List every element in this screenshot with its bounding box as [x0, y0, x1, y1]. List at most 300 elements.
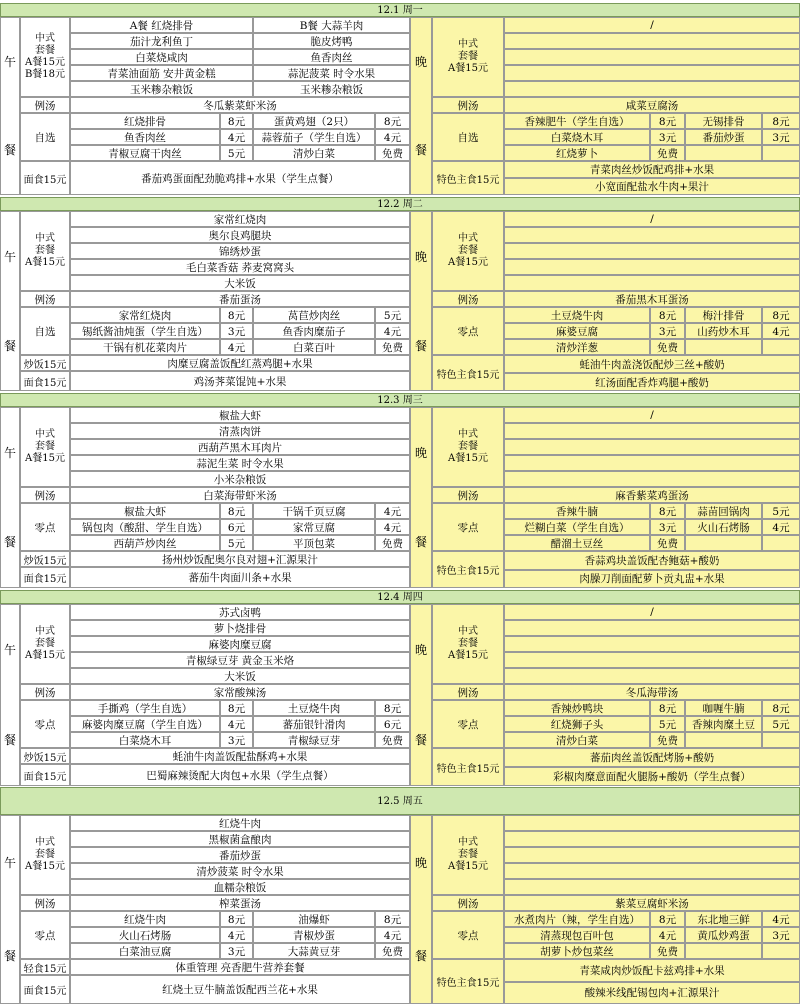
lunch-soup-label: 例汤: [20, 291, 70, 307]
set-label-line: 中式: [35, 837, 55, 848]
set-label-line: A餐15元: [448, 453, 488, 464]
lunch-extra-item: 扬州炒饭配奥尔良对翅+汇源果汁: [70, 551, 410, 567]
lunch-side-top: 午: [3, 445, 16, 460]
lunch-select-cell: 8元: [220, 307, 253, 323]
lunch-extra-label: 炒饭15元: [20, 748, 70, 764]
dinner-select-cell: 8元: [762, 700, 800, 716]
dinner-special-item: 红汤面配香炸鸡腿+酸奶: [504, 373, 800, 391]
dinner-soup: 冬瓜海带汤: [504, 684, 800, 700]
dinner-set-label: [432, 17, 504, 97]
lunch-select-cell: 蕃茄银针滑肉: [253, 716, 375, 732]
lunch-set-item: 锦绣炒蛋: [70, 243, 410, 259]
set-label-line: 套餐: [458, 245, 478, 256]
dinner-select-cell: 免费: [650, 145, 685, 161]
dinner-special-label: 特色主食15元: [432, 161, 504, 195]
lunch-select-cell: 干锅有机花菜肉片: [70, 339, 220, 355]
lunch-set-item-a: 青菜油面筋 安井黄金糕: [70, 65, 253, 81]
lunch-set-item: 红烧牛肉: [70, 815, 410, 831]
dinner-select-cell: 水煮肉片（辣，学生自选）: [504, 911, 650, 927]
lunch-set-item: 黑椒菌盒酿肉: [70, 831, 410, 847]
lunch-select-cell: 红烧排骨: [70, 113, 220, 129]
dinner-side-label: [410, 815, 432, 1004]
lunch-select-cell: 白菜烧木耳: [70, 732, 220, 748]
lunch-soup-label: 例汤: [20, 684, 70, 700]
lunch-set-item-b: 鱼香肉丝: [253, 49, 410, 65]
dinner-select-cell: 红烧狮子头: [504, 716, 650, 732]
set-label-line: 套餐: [35, 245, 55, 256]
lunch-select-cell: 免费: [375, 943, 410, 959]
dinner-select-cell: 黄瓜炒鸡蛋: [685, 927, 762, 943]
lunch-side-top: 午: [3, 643, 16, 657]
dinner-select-cell: [685, 732, 762, 748]
dinner-select-cell: 香辣肉糜土豆: [685, 716, 762, 732]
dinner-soup-label: 例汤: [432, 895, 504, 911]
lunch-section: [0, 17, 410, 195]
lunch-section: [0, 815, 410, 1004]
day-header: 12.5 周五: [0, 787, 800, 815]
dinner-select-cell: 红烧萝卜: [504, 145, 650, 161]
dinner-special-label: 特色主食15元: [432, 551, 504, 588]
lunch-extra-item: 鸡汤荠菜馄饨+水果: [70, 371, 410, 391]
lunch-extra-item: 红烧土豆牛腩盖饭配西兰花+水果: [70, 975, 410, 1004]
lunch-soup: 白菜海带虾米汤: [70, 487, 410, 503]
dinner-select-cell: 8元: [762, 113, 800, 129]
dinner-select-cell: 3元: [650, 519, 685, 535]
lunch-select-cell: 3元: [220, 323, 253, 339]
lunch-side-bottom: 餐: [3, 143, 16, 157]
dinner-special-item: 肉臊刀削面配萝卜贡丸盅+水果: [504, 570, 800, 589]
dinner-select-cell: 免费: [650, 732, 685, 748]
dinner-select-cell: 醋溜土豆丝: [504, 535, 650, 551]
lunch-extra-item: 巴蜀麻辣烫配大肉包+水果（学生点餐）: [70, 764, 410, 786]
set-label-line: 中式: [35, 33, 55, 44]
dinner-side-top: 晚: [414, 855, 427, 870]
lunch-set-label: [20, 407, 70, 487]
lunch-side-top: 午: [3, 855, 16, 870]
dinner-side-top: 晚: [414, 643, 427, 657]
lunch-select-cell: 4元: [220, 339, 253, 355]
lunch-select-cell: 4元: [375, 927, 410, 943]
set-label-line: A餐15元: [448, 63, 488, 74]
set-label-line: A餐15元: [25, 257, 65, 268]
lunch-set-item: 番茄炒蛋: [70, 847, 410, 863]
dinner-set-item: /: [504, 407, 800, 423]
dinner-select-cell: 香辣炒鸭块: [504, 700, 650, 716]
lunch-soup: 家常酸辣汤: [70, 684, 410, 700]
dinner-special-item: 小宽面配盐水牛肉+果汁: [504, 178, 800, 195]
dinner-select-cell: 3元: [650, 129, 685, 145]
lunch-set-item: 西葫芦黑木耳肉片: [70, 439, 410, 455]
dinner-side-bottom: 餐: [414, 143, 427, 157]
dinner-section: [410, 815, 800, 1004]
lunch-set-label: [20, 17, 70, 97]
dinner-set-item: [504, 33, 800, 49]
set-label-line: 中式: [458, 626, 478, 637]
dinner-select-cell: 4元: [650, 927, 685, 943]
dinner-side-bottom: 餐: [414, 733, 427, 747]
lunch-set-item-a: 玉米糁杂粮饭: [70, 81, 253, 97]
lunch-extra-label: 炒饭15元: [20, 355, 70, 371]
lunch-select-cell: 家常红烧肉: [70, 307, 220, 323]
dinner-select-cell: 8元: [650, 113, 685, 129]
dinner-select-cell: [685, 535, 762, 551]
lunch-set-label: [20, 815, 70, 895]
lunch-extra-label: 轻食15元: [20, 959, 70, 975]
lunch-set-item: 萝卜烧排骨: [70, 620, 410, 636]
dinner-section: [410, 211, 800, 391]
dinner-select-cell: 3元: [762, 927, 800, 943]
day-header: 12.1 周一: [0, 3, 800, 17]
lunch-soup-label: 例汤: [20, 895, 70, 911]
dinner-select-cell: [685, 339, 762, 355]
dinner-select-cell: [762, 145, 800, 161]
lunch-select-cell: 家常豆腐: [253, 519, 375, 535]
dinner-side-label: [410, 604, 432, 786]
lunch-select-label: 自选: [20, 113, 70, 161]
dinner-select-label: 零点: [432, 503, 504, 551]
dinner-select-cell: 蒜苗回锅肉: [685, 503, 762, 519]
lunch-extra-label: 面食15元: [20, 975, 70, 1004]
dinner-select-label: 零点: [432, 911, 504, 959]
dinner-side-label: [410, 407, 432, 588]
lunch-select-cell: 5元: [220, 145, 253, 161]
lunch-side-top: 午: [3, 55, 16, 69]
lunch-select-cell: 6元: [220, 519, 253, 535]
lunch-set-item: 大米饭: [70, 668, 410, 684]
set-label-line: A餐15元: [448, 257, 488, 268]
lunch-set-item: 清蒸肉饼: [70, 423, 410, 439]
lunch-set-item-a: 白菜烧咸肉: [70, 49, 253, 65]
dinner-select-cell: [685, 943, 762, 959]
lunch-select-cell: 6元: [375, 716, 410, 732]
lunch-select-label: 自选: [20, 307, 70, 355]
lunch-select-cell: 5元: [375, 307, 410, 323]
lunch-side-bottom: 餐: [3, 338, 16, 353]
lunch-set-item-a: 茄汁龙利鱼丁: [70, 33, 253, 49]
lunch-select-cell: 清炒白菜: [253, 145, 375, 161]
lunch-side-bottom: 餐: [3, 949, 16, 964]
set-label-line: A餐15元: [448, 861, 488, 872]
dinner-select-label: 自选: [432, 113, 504, 161]
lunch-set-item-b: B餐 大蒜羊肉: [253, 17, 410, 33]
lunch-select-cell: 3元: [220, 943, 253, 959]
dinner-select-cell: 清蒸现包百叶包: [504, 927, 650, 943]
lunch-section: [0, 604, 410, 786]
lunch-select-label: 零点: [20, 503, 70, 551]
lunch-select-cell: 油爆虾: [253, 911, 375, 927]
dinner-select-cell: 土豆烧牛肉: [504, 307, 650, 323]
lunch-select-cell: 红烧牛肉: [70, 911, 220, 927]
dinner-set-item: /: [504, 17, 800, 33]
dinner-select-cell: 4元: [762, 911, 800, 927]
lunch-select-label: 零点: [20, 911, 70, 959]
lunch-select-cell: 白菜百叶: [253, 339, 375, 355]
lunch-select-cell: 8元: [375, 113, 410, 129]
dinner-special-item: 蚝油牛肉盖浇饭配炒三丝+酸奶: [504, 355, 800, 373]
dinner-select-cell: 5元: [762, 503, 800, 519]
lunch-select-cell: 8元: [220, 503, 253, 519]
lunch-select-cell: 西葫芦炒肉丝: [70, 535, 220, 551]
lunch-extra-item: 蕃茄牛肉面川条+水果: [70, 567, 410, 588]
lunch-extra-label: 面食15元: [20, 764, 70, 786]
dinner-select-cell: 免费: [650, 535, 685, 551]
lunch-select-cell: 白菜油豆腐: [70, 943, 220, 959]
dinner-set-label: [432, 604, 504, 684]
set-label-line: 中式: [458, 39, 478, 50]
lunch-side-label: [0, 211, 20, 391]
dinner-select-cell: 清炒白菜: [504, 732, 650, 748]
lunch-select-cell: 土豆烧牛肉: [253, 700, 375, 716]
lunch-select-cell: 椒盐大虾: [70, 503, 220, 519]
set-label-line: 套餐: [458, 638, 478, 649]
lunch-extra-label: 面食15元: [20, 371, 70, 391]
dinner-soup: 番茄黑木耳蛋汤: [504, 291, 800, 307]
dinner-select-cell: 免费: [650, 339, 685, 355]
lunch-set-label: [20, 604, 70, 684]
set-label-line: 中式: [35, 233, 55, 244]
lunch-select-cell: 鱼香肉丝: [70, 129, 220, 145]
dinner-special-item: 青菜肉丝炒饭配鸡排+水果: [504, 161, 800, 178]
lunch-select-cell: 锡纸酱油炖蛋（学生自选）: [70, 323, 220, 339]
dinner-set-item: [504, 620, 800, 636]
dinner-side-bottom: 餐: [414, 338, 427, 353]
dinner-special-item: 彩椒肉糜意面配火腿肠+酸奶（学生点餐）: [504, 767, 800, 786]
lunch-side-bottom: 餐: [3, 535, 16, 550]
set-label-line: A餐15元: [448, 650, 488, 661]
lunch-extra-item: 体重管理 亮香肥牛营养套餐: [70, 959, 410, 975]
lunch-set-item: 毛白菜香菇 荞麦窝窝头: [70, 259, 410, 275]
dinner-set-item: [504, 259, 800, 275]
dinner-select-cell: 5元: [762, 716, 800, 732]
set-label-line: 中式: [458, 233, 478, 244]
lunch-select-cell: 5元: [220, 535, 253, 551]
lunch-select-cell: 8元: [375, 700, 410, 716]
lunch-side-label: [0, 604, 20, 786]
lunch-set-item: 椒盐大虾: [70, 407, 410, 423]
dinner-select-cell: 白菜烧木耳: [504, 129, 650, 145]
dinner-set-item: [504, 668, 800, 684]
dinner-special-item: 酸辣米线配锡包肉+汇源果汁: [504, 982, 800, 1004]
dinner-select-cell: 香辣牛腩: [504, 503, 650, 519]
dinner-side-top: 晚: [414, 249, 427, 264]
lunch-select-cell: 3元: [220, 732, 253, 748]
dinner-set-item: [504, 65, 800, 81]
lunch-set-item: 青椒绿豆芽 黄金玉米烙: [70, 652, 410, 668]
lunch-set-item-b: 玉米糁杂粮饭: [253, 81, 410, 97]
lunch-soup-label: 例汤: [20, 97, 70, 113]
dinner-select-cell: 火山石烤肠: [685, 519, 762, 535]
lunch-side-bottom: 餐: [3, 733, 16, 747]
dinner-side-top: 晚: [414, 55, 427, 69]
set-label-line: 中式: [458, 837, 478, 848]
set-label-line: A餐15元: [25, 453, 65, 464]
lunch-set-item-b: 蒜泥菠菜 时令水果: [253, 65, 410, 81]
lunch-select-cell: 平顶包菜: [253, 535, 375, 551]
lunch-select-cell: 干锅千页豆腐: [253, 503, 375, 519]
lunch-select-cell: 莴苣炒肉丝: [253, 307, 375, 323]
set-label-line: 套餐: [35, 849, 55, 860]
dinner-set-item: [504, 243, 800, 259]
dinner-soup-label: 例汤: [432, 97, 504, 113]
set-label-line: A餐15元: [25, 650, 65, 661]
lunch-side-label: [0, 815, 20, 1004]
lunch-select-cell: 青椒豆腐干肉丝: [70, 145, 220, 161]
lunch-select-cell: 4元: [375, 323, 410, 339]
lunch-side-label: [0, 407, 20, 588]
dinner-select-label: 零点: [432, 700, 504, 748]
dinner-set-item: [504, 815, 800, 831]
lunch-select-cell: 手撕鸡（学生自选）: [70, 700, 220, 716]
lunch-set-item: 小米杂粮饭: [70, 471, 410, 487]
dinner-select-cell: 香辣肥牛（学生自选）: [504, 113, 650, 129]
dinner-soup: 紫菜豆腐虾米汤: [504, 895, 800, 911]
lunch-set-item: 清炒菠菜 时令水果: [70, 863, 410, 879]
dinner-set-item: [504, 879, 800, 895]
dinner-set-item: [504, 636, 800, 652]
dinner-select-cell: 8元: [650, 700, 685, 716]
dinner-section: [410, 17, 800, 195]
lunch-extra-label: 炒饭15元: [20, 551, 70, 567]
lunch-soup-label: 例汤: [20, 487, 70, 503]
lunch-select-cell: 4元: [375, 519, 410, 535]
dinner-special-label: 特色主食15元: [432, 959, 504, 1004]
dinner-set-item: [504, 275, 800, 291]
dinner-select-cell: 5元: [650, 716, 685, 732]
dinner-soup-label: 例汤: [432, 487, 504, 503]
dinner-side-label: [410, 211, 432, 391]
dinner-select-cell: [685, 145, 762, 161]
lunch-select-cell: 鱼香肉糜茄子: [253, 323, 375, 339]
set-label-line: 中式: [35, 429, 55, 440]
lunch-select-cell: 火山石烤肠: [70, 927, 220, 943]
dinner-section: [410, 407, 800, 588]
dinner-select-cell: 麻婆豆腐: [504, 323, 650, 339]
dinner-select-cell: 番茄炒蛋: [685, 129, 762, 145]
dinner-soup: 麻香紫菜鸡蛋汤: [504, 487, 800, 503]
lunch-select-cell: 锅包肉（酸甜、学生自选）: [70, 519, 220, 535]
lunch-extra-label: 面食15元: [20, 161, 70, 195]
dinner-set-item: /: [504, 604, 800, 620]
dinner-select-cell: [762, 535, 800, 551]
set-label-line: 套餐: [35, 441, 55, 452]
lunch-set-item: 蒜泥生菜 时令水果: [70, 455, 410, 471]
dinner-select-cell: 8元: [650, 503, 685, 519]
lunch-select-cell: 8元: [220, 911, 253, 927]
dinner-select-cell: 3元: [650, 323, 685, 339]
dinner-set-item: [504, 652, 800, 668]
lunch-select-cell: 4元: [375, 129, 410, 145]
lunch-extra-item: 蚝油牛肉盖饭配盐酥鸡+水果: [70, 748, 410, 764]
dinner-select-cell: 东北地三鲜: [685, 911, 762, 927]
lunch-side-top: 午: [3, 249, 16, 264]
dinner-select-cell: 8元: [650, 307, 685, 323]
lunch-set-item: 奥尔良鸡腿块: [70, 227, 410, 243]
dinner-side-label: [410, 17, 432, 195]
lunch-set-item: 苏式卤鸭: [70, 604, 410, 620]
dinner-special-item: 蕃茄肉丝盖饭配烤肠+酸奶: [504, 748, 800, 767]
lunch-extra-label: 面食15元: [20, 567, 70, 588]
dinner-select-cell: 咖喱牛腩: [685, 700, 762, 716]
day-header: 12.3 周三: [0, 393, 800, 407]
dinner-set-item: [504, 455, 800, 471]
lunch-select-cell: 4元: [220, 716, 253, 732]
dinner-set-item: [504, 81, 800, 97]
dinner-side-top: 晚: [414, 445, 427, 460]
dinner-select-cell: 4元: [762, 323, 800, 339]
dinner-set-item: [504, 49, 800, 65]
set-label-line: 套餐: [458, 51, 478, 62]
lunch-soup: 番茄蛋汤: [70, 291, 410, 307]
set-label-line: 套餐: [458, 441, 478, 452]
dinner-select-cell: 梅汁排骨: [685, 307, 762, 323]
dinner-soup-label: 例汤: [432, 291, 504, 307]
day-header: 12.2 周二: [0, 197, 800, 211]
dinner-set-item: [504, 831, 800, 847]
dinner-select-cell: 8元: [650, 911, 685, 927]
dinner-select-cell: 清炒洋葱: [504, 339, 650, 355]
lunch-select-cell: 蛋黄鸡翅（2只）: [253, 113, 375, 129]
dinner-special-label: 特色主食15元: [432, 355, 504, 391]
set-label-line: 套餐: [35, 45, 55, 56]
dinner-set-item: [504, 863, 800, 879]
lunch-soup: 榨菜蛋汤: [70, 895, 410, 911]
lunch-select-cell: 免费: [375, 732, 410, 748]
dinner-select-cell: [762, 732, 800, 748]
dinner-select-cell: 4元: [762, 519, 800, 535]
set-label-line: 套餐: [458, 849, 478, 860]
lunch-select-cell: 8元: [220, 700, 253, 716]
lunch-set-item: 血糯杂粮饭: [70, 879, 410, 895]
lunch-side-label: [0, 17, 20, 195]
dinner-soup: 咸菜豆腐汤: [504, 97, 800, 113]
dinner-select-cell: 3元: [762, 129, 800, 145]
lunch-section: [0, 407, 410, 588]
dinner-set-label: [432, 211, 504, 291]
dinner-special-item: 香蒜鸡块盖饭配杏鲍菇+酸奶: [504, 551, 800, 570]
dinner-side-bottom: 餐: [414, 949, 427, 964]
dinner-set-item: /: [504, 211, 800, 227]
lunch-set-item-a: A餐 红烧排骨: [70, 17, 253, 33]
lunch-extra-item: 肉糜豆腐盖饭配红蒸鸡腿+水果: [70, 355, 410, 371]
set-label-line: 中式: [35, 626, 55, 637]
dinner-select-cell: 烂糊白菜（学生自选）: [504, 519, 650, 535]
lunch-set-item: 麻婆肉糜豆腐: [70, 636, 410, 652]
lunch-extra-item: 番茄鸡蛋面配劲脆鸡排+水果（学生点餐）: [70, 161, 410, 195]
lunch-set-item-b: 脆皮烤鸭: [253, 33, 410, 49]
lunch-select-cell: 8元: [220, 113, 253, 129]
dinner-select-cell: 胡萝卜炒包菜丝: [504, 943, 650, 959]
lunch-select-cell: 免费: [375, 535, 410, 551]
dinner-select-cell: 无锡排骨: [685, 113, 762, 129]
dinner-select-cell: 8元: [762, 307, 800, 323]
dinner-select-cell: 免费: [650, 943, 685, 959]
lunch-select-cell: 4元: [220, 129, 253, 145]
lunch-select-cell: 麻婆肉糜豆腐（学生自选）: [70, 716, 220, 732]
dinner-set-label: [432, 815, 504, 895]
dinner-side-bottom: 餐: [414, 535, 427, 550]
dinner-section: [410, 604, 800, 786]
set-label-line: 中式: [458, 429, 478, 440]
lunch-set-label: [20, 211, 70, 291]
dinner-select-label: 零点: [432, 307, 504, 355]
dinner-select-cell: [762, 943, 800, 959]
set-label-line: A餐15元: [25, 861, 65, 872]
lunch-select-cell: 4元: [375, 503, 410, 519]
lunch-set-item: 家常红烧肉: [70, 211, 410, 227]
set-label-line: 套餐: [35, 638, 55, 649]
lunch-set-item: 大米饭: [70, 275, 410, 291]
lunch-section: [0, 211, 410, 391]
